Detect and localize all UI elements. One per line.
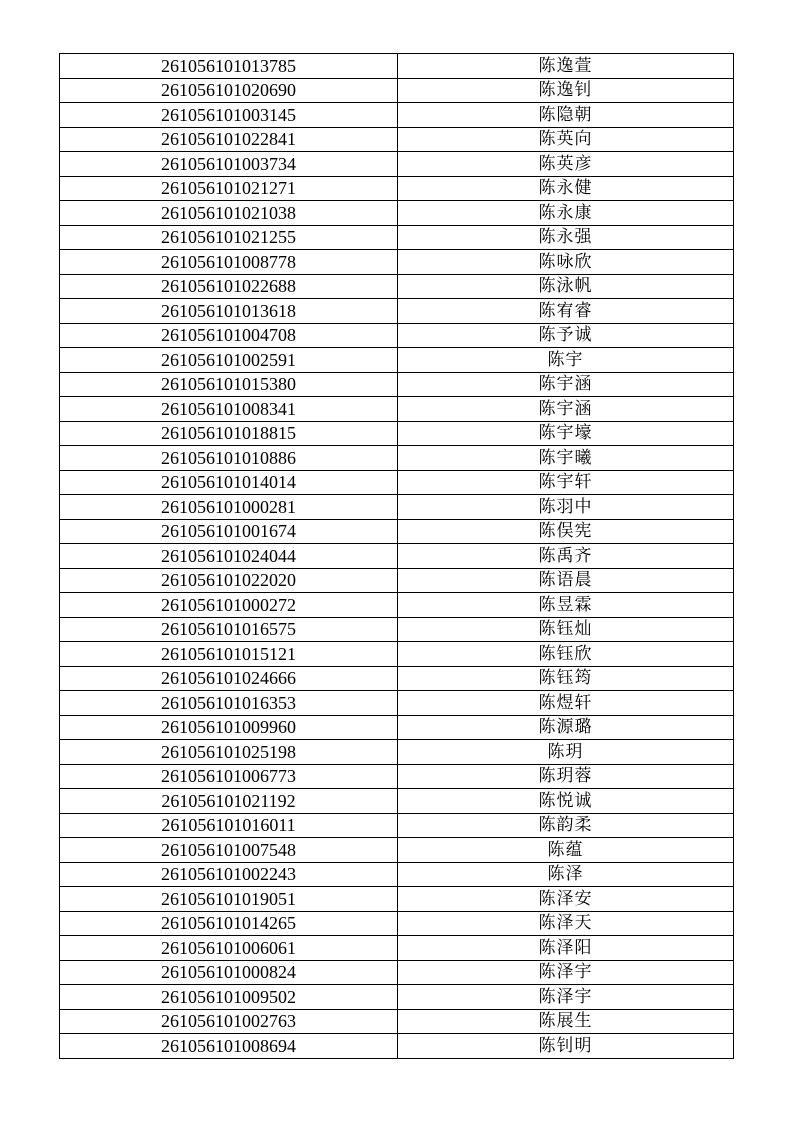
candidate-id-cell: 261056101016011	[60, 813, 398, 838]
table-row	[60, 1009, 734, 1034]
candidate-id-cell: 261056101022020	[60, 568, 398, 593]
candidate-id-cell: 261056101020690	[60, 78, 398, 103]
table-row	[60, 225, 734, 250]
candidate-name-cell: 陈宥睿	[398, 299, 734, 324]
candidate-id-cell: 261056101000281	[60, 495, 398, 520]
table-row	[60, 397, 734, 422]
candidate-id-cell: 261056101006061	[60, 936, 398, 961]
table-row	[60, 299, 734, 324]
candidate-name-cell: 陈源璐	[398, 715, 734, 740]
candidate-name-cell: 陈玥蓉	[398, 764, 734, 789]
candidate-name-cell: 陈永健	[398, 176, 734, 201]
table-row	[60, 421, 734, 446]
table-row	[60, 372, 734, 397]
candidate-name-cell: 陈钰灿	[398, 617, 734, 642]
candidate-id-cell: 261056101021271	[60, 176, 398, 201]
candidate-name-cell: 陈悦诚	[398, 789, 734, 814]
candidate-id-cell: 261056101021255	[60, 225, 398, 250]
candidate-name-cell: 陈钰欣	[398, 642, 734, 667]
candidate-id-cell: 261056101007548	[60, 838, 398, 863]
table-row	[60, 887, 734, 912]
candidate-id-cell: 261056101008778	[60, 250, 398, 275]
table-row	[60, 103, 734, 128]
table-row	[60, 862, 734, 887]
candidate-id-cell: 261056101004708	[60, 323, 398, 348]
candidate-id-cell: 261056101018815	[60, 421, 398, 446]
candidate-id-cell: 261056101016353	[60, 691, 398, 716]
candidate-name-cell: 陈蕴	[398, 838, 734, 863]
candidate-name-cell: 陈展生	[398, 1009, 734, 1034]
table-row	[60, 519, 734, 544]
table-row	[60, 127, 734, 152]
candidate-name-cell: 陈永康	[398, 201, 734, 226]
candidate-name-cell: 陈宇涵	[398, 372, 734, 397]
roster-table	[59, 53, 734, 1059]
candidate-name-cell: 陈逸钊	[398, 78, 734, 103]
table-row	[60, 201, 734, 226]
candidate-name-cell: 陈逸萱	[398, 54, 734, 79]
candidate-name-cell: 陈英向	[398, 127, 734, 152]
table-row	[60, 176, 734, 201]
candidate-name-cell: 陈语晨	[398, 568, 734, 593]
table-row	[60, 152, 734, 177]
candidate-name-cell: 陈宇曦	[398, 446, 734, 471]
candidate-id-cell: 261056101016575	[60, 617, 398, 642]
candidate-id-cell: 261056101003145	[60, 103, 398, 128]
table-row	[60, 691, 734, 716]
table-row	[60, 838, 734, 863]
candidate-name-cell: 陈泽安	[398, 887, 734, 912]
candidate-id-cell: 261056101025198	[60, 740, 398, 765]
candidate-name-cell: 陈咏欣	[398, 250, 734, 275]
candidate-id-cell: 261056101015380	[60, 372, 398, 397]
candidate-id-cell: 261056101002243	[60, 862, 398, 887]
table-row	[60, 446, 734, 471]
candidate-name-cell: 陈宇涵	[398, 397, 734, 422]
candidate-id-cell: 261056101024044	[60, 544, 398, 569]
candidate-id-cell: 261056101019051	[60, 887, 398, 912]
candidate-name-cell: 陈永强	[398, 225, 734, 250]
table-row	[60, 715, 734, 740]
candidate-id-cell: 261056101010886	[60, 446, 398, 471]
candidate-id-cell: 261056101015121	[60, 642, 398, 667]
table-row	[60, 78, 734, 103]
candidate-name-cell: 陈泳帆	[398, 274, 734, 299]
candidate-name-cell: 陈英彦	[398, 152, 734, 177]
candidate-id-cell: 261056101009502	[60, 985, 398, 1010]
candidate-id-cell: 261056101008341	[60, 397, 398, 422]
candidate-id-cell: 261056101008694	[60, 1034, 398, 1059]
candidate-id-cell: 261056101024666	[60, 666, 398, 691]
table-row	[60, 544, 734, 569]
candidate-name-cell: 陈宇壕	[398, 421, 734, 446]
candidate-name-cell: 陈予诚	[398, 323, 734, 348]
table-row	[60, 274, 734, 299]
candidate-name-cell: 陈泽阳	[398, 936, 734, 961]
table-row	[60, 911, 734, 936]
candidate-name-cell: 陈宇	[398, 348, 734, 373]
candidate-id-cell: 261056101022688	[60, 274, 398, 299]
candidate-id-cell: 261056101009960	[60, 715, 398, 740]
table-row	[60, 985, 734, 1010]
table-row	[60, 250, 734, 275]
candidate-name-cell: 陈昱霖	[398, 593, 734, 618]
candidate-id-cell: 261056101003734	[60, 152, 398, 177]
candidate-name-cell: 陈隐朝	[398, 103, 734, 128]
candidate-name-cell: 陈羽中	[398, 495, 734, 520]
candidate-id-cell: 261056101006773	[60, 764, 398, 789]
table-row	[60, 617, 734, 642]
table-row	[60, 348, 734, 373]
candidate-id-cell: 261056101021192	[60, 789, 398, 814]
candidate-id-cell: 261056101013618	[60, 299, 398, 324]
table-row	[60, 960, 734, 985]
candidate-id-cell: 261056101000824	[60, 960, 398, 985]
table-row	[60, 1034, 734, 1059]
candidate-name-cell: 陈钰筠	[398, 666, 734, 691]
table-row	[60, 936, 734, 961]
candidate-id-cell: 261056101001674	[60, 519, 398, 544]
candidate-name-cell: 陈泽天	[398, 911, 734, 936]
candidate-id-cell: 261056101002591	[60, 348, 398, 373]
table-row	[60, 323, 734, 348]
candidate-name-cell: 陈泽宇	[398, 960, 734, 985]
table-row	[60, 813, 734, 838]
candidate-id-cell: 261056101022841	[60, 127, 398, 152]
table-row	[60, 495, 734, 520]
candidate-name-cell: 陈玥	[398, 740, 734, 765]
table-row	[60, 740, 734, 765]
candidate-id-cell: 261056101000272	[60, 593, 398, 618]
table-row	[60, 642, 734, 667]
candidate-name-cell: 陈钊明	[398, 1034, 734, 1059]
candidate-id-cell: 261056101013785	[60, 54, 398, 79]
candidate-name-cell: 陈韵柔	[398, 813, 734, 838]
table-row	[60, 666, 734, 691]
table-row	[60, 593, 734, 618]
candidate-id-cell: 261056101002763	[60, 1009, 398, 1034]
table-row	[60, 789, 734, 814]
table-row	[60, 54, 734, 79]
candidate-name-cell: 陈宇轩	[398, 470, 734, 495]
roster-table-body	[60, 54, 734, 1059]
table-row	[60, 764, 734, 789]
candidate-id-cell: 261056101014014	[60, 470, 398, 495]
candidate-id-cell: 261056101014265	[60, 911, 398, 936]
table-row	[60, 568, 734, 593]
table-row	[60, 470, 734, 495]
candidate-name-cell: 陈泽	[398, 862, 734, 887]
candidate-name-cell: 陈俣宪	[398, 519, 734, 544]
candidate-name-cell: 陈泽宇	[398, 985, 734, 1010]
candidate-name-cell: 陈煜轩	[398, 691, 734, 716]
candidate-id-cell: 261056101021038	[60, 201, 398, 226]
candidate-name-cell: 陈禹齐	[398, 544, 734, 569]
